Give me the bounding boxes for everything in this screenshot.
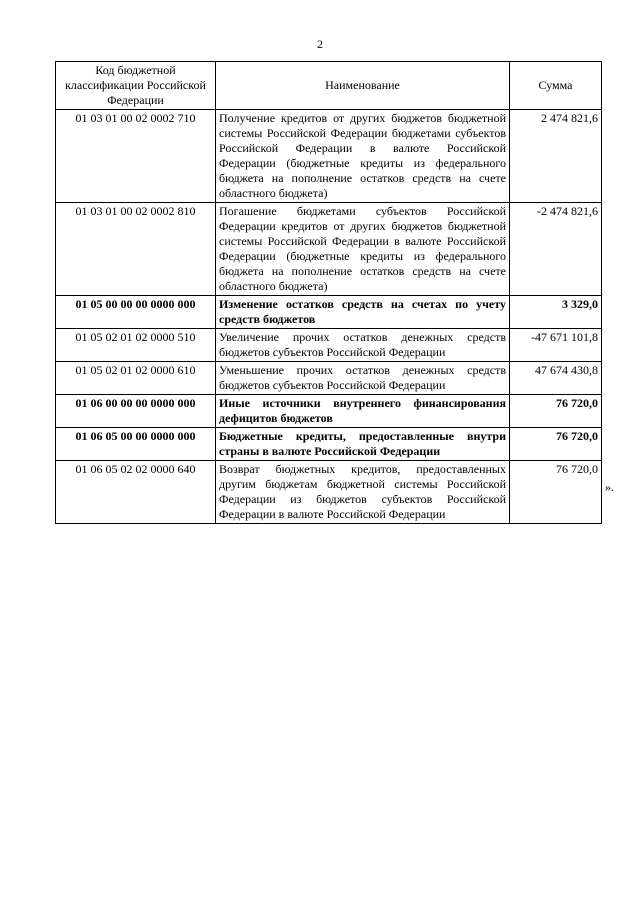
row-sum: 47 674 430,8 bbox=[510, 362, 602, 395]
row-sum: 76 720,0 bbox=[510, 428, 602, 461]
row-code: 01 03 01 00 02 0002 710 bbox=[56, 110, 216, 203]
row-code: 01 06 05 00 00 0000 000 bbox=[56, 428, 216, 461]
table-row bbox=[56, 329, 602, 362]
table-row bbox=[56, 362, 602, 395]
page-number: 2 bbox=[317, 37, 323, 51]
row-code: 01 03 01 00 02 0002 810 bbox=[56, 203, 216, 296]
table-row bbox=[56, 203, 602, 296]
row-code: 01 05 02 01 02 0000 510 bbox=[56, 329, 216, 362]
row-sum: 2 474 821,6 bbox=[510, 110, 602, 203]
table-row bbox=[56, 395, 602, 428]
row-code: 01 05 02 01 02 0000 610 bbox=[56, 362, 216, 395]
row-code: 01 06 00 00 00 0000 000 bbox=[56, 395, 216, 428]
row-sum: -47 671 101,8 bbox=[510, 329, 602, 362]
row-sum: 3 329,0 bbox=[510, 296, 602, 329]
row-sum: -2 474 821,6 bbox=[510, 203, 602, 296]
table-header-row bbox=[56, 62, 602, 110]
row-name: Увеличение прочих остатков денежных средств бюджетов субъектов Российской Федерации bbox=[216, 329, 510, 362]
row-name: Изменение остатков средств на счетах по учету средств бюджетов bbox=[216, 296, 510, 329]
row-name: Погашение бюджетами субъектов Российской Федерации кредитов от других бюджетов бюджетной системы Российской Федерации в валюте Российской Федерации (бюджетные кредиты из федерального бюджета на пополнение остатков средств на счете областного бюджета) bbox=[216, 203, 510, 296]
row-name: Получение кредитов от других бюджетов бюджетной системы Российской Федерации бюджетами субъектов Российской Федерации в валюте Российской Федерации (бюджетные кредиты из федерального бюджета на пополнение остатков средств на счете областного бюджета) bbox=[216, 110, 510, 203]
header-sum: Сумма bbox=[510, 62, 602, 110]
row-name: Бюджетные кредиты, предоставленные внутри страны в валюте Российской Федерации bbox=[216, 428, 510, 461]
row-name: Иные источники внутреннего финансирования дефицитов бюджетов bbox=[216, 395, 510, 428]
row-name: Уменьшение прочих остатков денежных средств бюджетов субъектов Российской Федерации bbox=[216, 362, 510, 395]
row-sum: 76 720,0 bbox=[510, 461, 602, 524]
closing-quote: ». bbox=[605, 480, 614, 494]
table-row bbox=[56, 110, 602, 203]
row-code: 01 06 05 02 02 0000 640 bbox=[56, 461, 216, 524]
row-code: 01 05 00 00 00 0000 000 bbox=[56, 296, 216, 329]
row-name: Возврат бюджетных кредитов, предоставленных другим бюджетам бюджетной системы Российской Федерации из бюджетов субъектов Российской Федерации в валюте Российской Федерации bbox=[216, 461, 510, 524]
table-row bbox=[56, 296, 602, 329]
header-code: Код бюджетной классификации Российской Федерации bbox=[56, 62, 216, 110]
header-name: Наименование bbox=[216, 62, 510, 110]
table-row bbox=[56, 428, 602, 461]
row-sum: 76 720,0 bbox=[510, 395, 602, 428]
table-row bbox=[56, 461, 602, 524]
budget-table bbox=[55, 61, 602, 524]
